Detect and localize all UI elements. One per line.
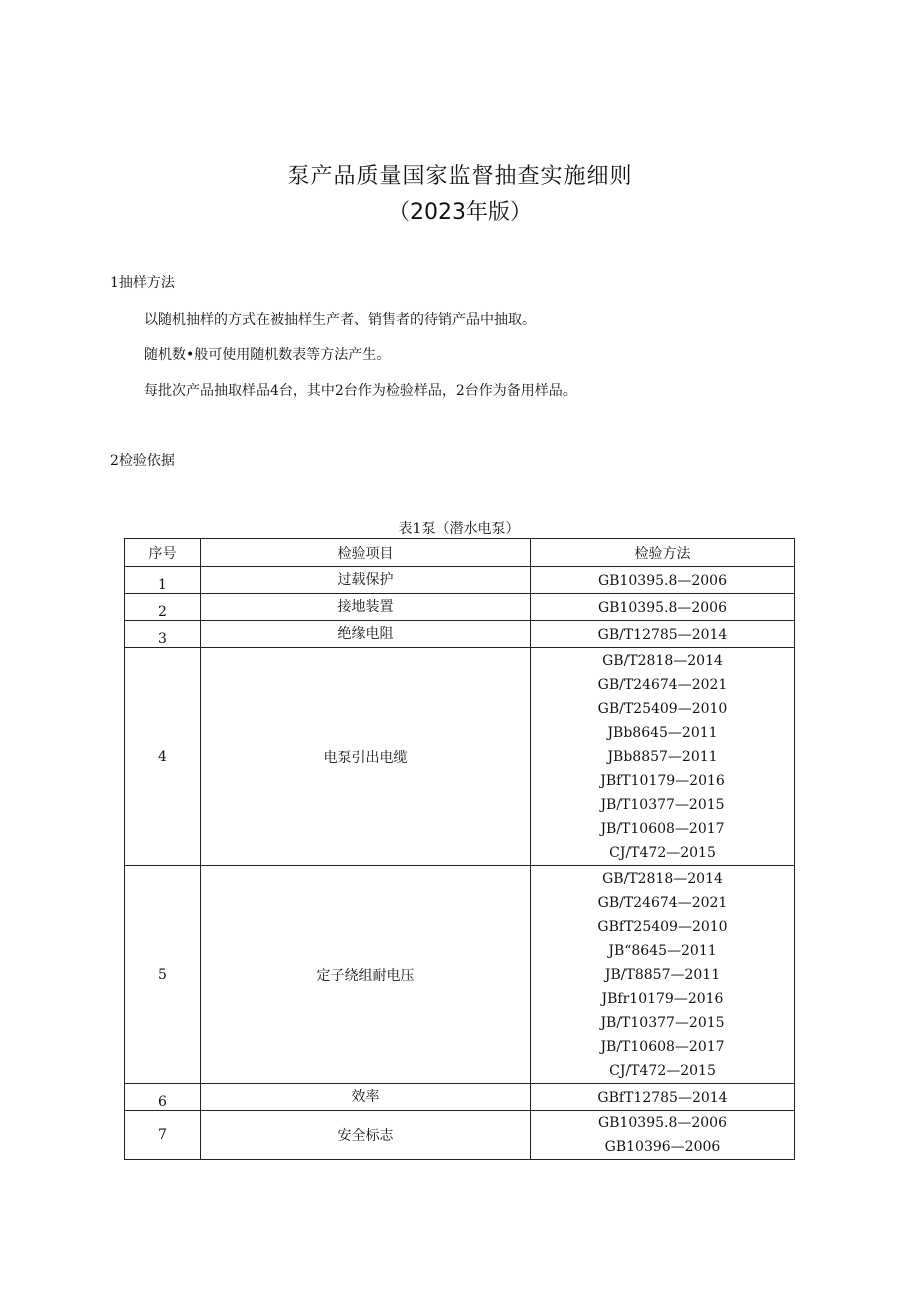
row-methods: [531, 866, 795, 1084]
table-row: [125, 648, 795, 866]
method-standard: JB“8645—2011: [608, 942, 717, 959]
row-no: 4: [125, 648, 201, 866]
method-standard: GB/T24674—2021: [597, 676, 728, 693]
table-row: [125, 594, 795, 621]
table-row: [125, 621, 795, 648]
method-standard: JBfr10179—2016: [601, 990, 724, 1007]
method-standard: JB/T10608—2017: [600, 1038, 725, 1055]
method-standard: JB/T10377—2015: [600, 1014, 725, 1031]
row-item: 绝缘电阻: [201, 621, 531, 648]
table-row: [125, 1084, 795, 1111]
method-standard: JBb8857—2011: [607, 748, 718, 765]
method-standard: JBfT10179—2016: [600, 772, 725, 789]
inspection-table: [124, 538, 795, 1160]
row-no: 5: [125, 866, 201, 1084]
header-method: 检验方法: [531, 539, 795, 567]
method-standard: JB/T8857—2011: [604, 966, 721, 983]
table-row: [125, 567, 795, 594]
section1-heading: 1抽样方法: [110, 275, 175, 291]
row-methods: [531, 567, 795, 594]
row-methods: [531, 648, 795, 866]
row-item: 过载保护: [201, 567, 531, 594]
row-methods: [531, 594, 795, 621]
method-standard: GBfT12785—2014: [597, 1090, 728, 1106]
section2-heading: 2检验依据: [110, 453, 175, 469]
row-no: 7: [125, 1111, 201, 1160]
header-no: 序号: [125, 539, 201, 567]
row-methods: [531, 1084, 795, 1111]
method-standard: GB10396—2006: [604, 1139, 721, 1155]
row-no: 2: [125, 594, 201, 621]
method-standard: GB10395.8—2006: [598, 573, 727, 589]
table-row: [125, 866, 795, 1084]
method-standard: CJ/T472—2015: [609, 1062, 716, 1079]
table-row: [125, 1111, 795, 1160]
table-body: [125, 567, 795, 1160]
row-item: 效率: [201, 1084, 531, 1111]
method-standard: JB/T10377—2015: [600, 796, 725, 813]
row-item: 定子绕组耐电压: [201, 866, 531, 1084]
row-methods: [531, 1111, 795, 1160]
method-standard: GB/T25409—2010: [597, 700, 728, 717]
method-standard: GB/T24674—2021: [597, 894, 728, 911]
row-item: 电泵引出电缆: [201, 648, 531, 866]
method-standard: GB10395.8—2006: [598, 600, 727, 616]
method-standard: GB/T12785—2014: [597, 627, 728, 643]
row-no: 3: [125, 621, 201, 648]
document-title: 泵产品质量国家监督抽查实施细则: [287, 164, 633, 189]
method-standard: GBfT25409—2010: [597, 918, 728, 935]
section1-paragraph-2: 随机数•般可使用随机数表等方法产生。: [144, 347, 391, 363]
section1-paragraph-1: 以随机抽样的方式在被抽样生产者、销售者的待销产品中抽取。: [144, 312, 536, 328]
table-caption: 表1泵（潜水电泵）: [398, 521, 520, 537]
row-methods: [531, 621, 795, 648]
table-header-row: [125, 539, 795, 567]
method-standard: GB/T2818—2014: [602, 652, 723, 669]
row-item: 安全标志: [201, 1111, 531, 1160]
header-item: 检验项目: [201, 539, 531, 567]
row-item: 接地装置: [201, 594, 531, 621]
row-no: 6: [125, 1084, 201, 1111]
section1-paragraph-3: 每批次产品抽取样品4台，其中2台作为检验样品，2台作为备用样品。: [144, 383, 577, 399]
method-standard: CJ/T472—2015: [609, 844, 716, 861]
method-standard: JBb8645—2011: [607, 724, 718, 741]
method-standard: GB/T2818—2014: [602, 870, 723, 887]
row-no: 1: [125, 567, 201, 594]
method-standard: GB10395.8—2006: [598, 1115, 727, 1131]
document-subtitle: （2023年版）: [388, 200, 532, 225]
method-standard: JB/T10608—2017: [600, 820, 725, 837]
